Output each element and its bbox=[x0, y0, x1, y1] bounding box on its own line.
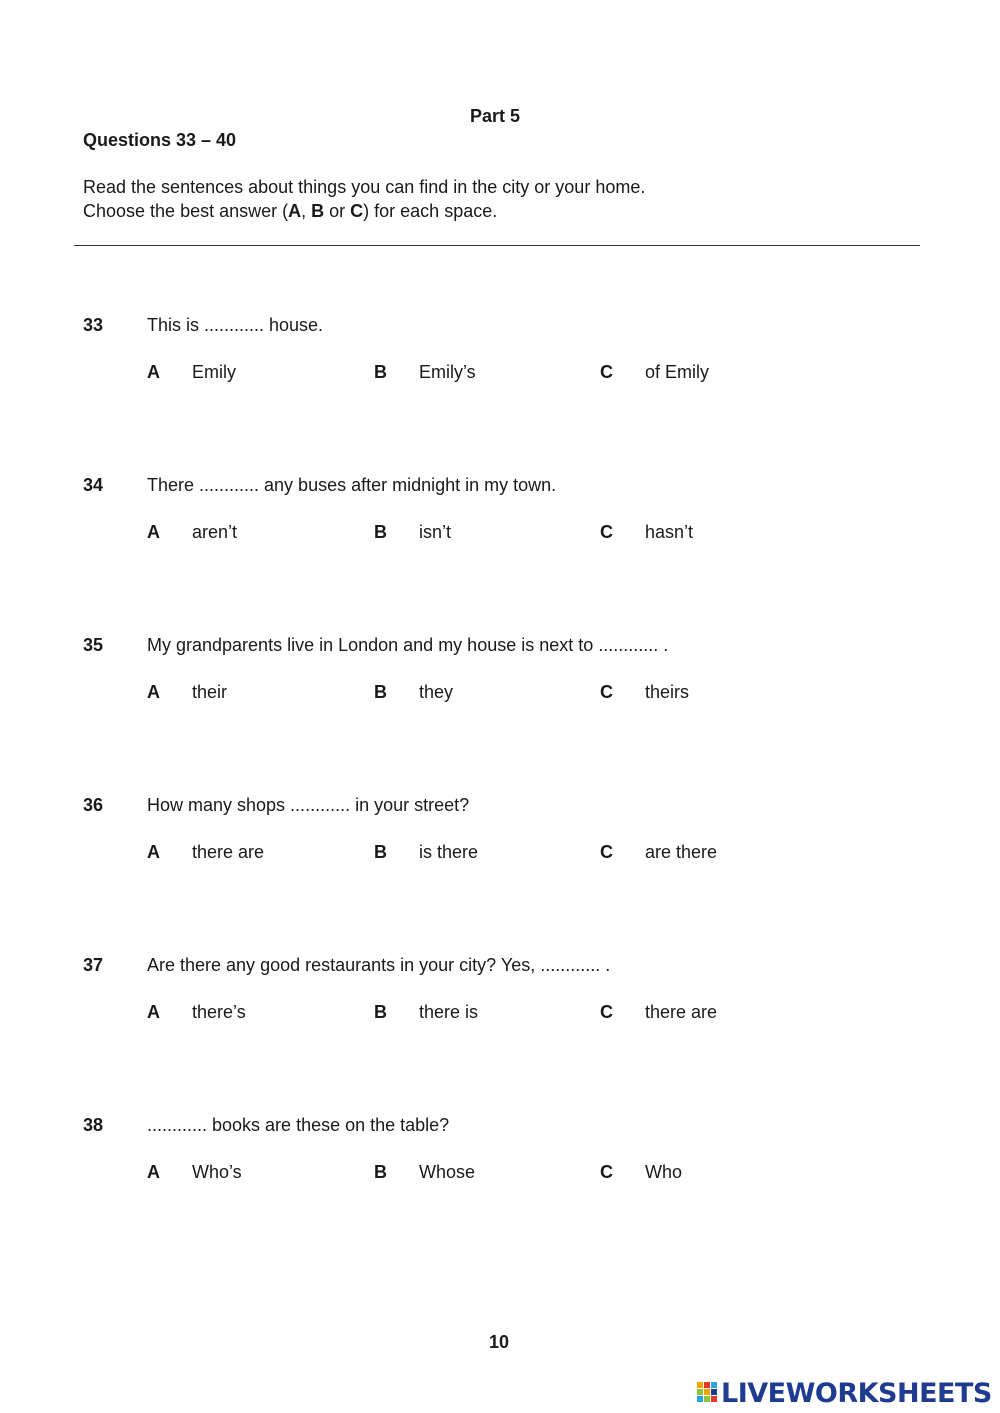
question-number: 36 bbox=[83, 795, 104, 815]
option-letter-c[interactable]: C bbox=[600, 1162, 613, 1182]
option-text-a[interactable]: aren’t bbox=[192, 522, 238, 542]
question-text: Are there any good restaurants in your city? Yes, ............ . bbox=[147, 955, 611, 975]
option-letter-c[interactable]: C bbox=[600, 362, 613, 382]
option-text-a[interactable]: there’s bbox=[192, 1002, 246, 1022]
option-text-a[interactable]: their bbox=[192, 682, 228, 702]
option-text-c[interactable]: hasn’t bbox=[645, 522, 694, 542]
option-text-c[interactable]: theirs bbox=[645, 682, 690, 702]
option-letter-a[interactable]: A bbox=[147, 682, 160, 702]
instruction-text: Choose the best answer ( bbox=[83, 201, 289, 221]
option-letter-a[interactable]: A bbox=[147, 1162, 160, 1182]
instruction-letter-a: A bbox=[288, 201, 302, 221]
liveworksheets-logo-text: LIVEWORKSHEETS bbox=[721, 1377, 992, 1409]
option-text-c[interactable]: of Emily bbox=[645, 362, 710, 382]
option-letter-b[interactable]: B bbox=[374, 1002, 387, 1022]
option-text-c[interactable]: Who bbox=[645, 1162, 683, 1182]
option-text-c[interactable]: there are bbox=[645, 1002, 718, 1022]
instruction-comma: , bbox=[301, 201, 312, 221]
option-letter-a[interactable]: A bbox=[147, 362, 160, 382]
option-text-c[interactable]: are there bbox=[645, 842, 718, 862]
option-letter-c[interactable]: C bbox=[600, 522, 613, 542]
option-text-a[interactable]: there are bbox=[192, 842, 265, 862]
question-number: 37 bbox=[83, 955, 104, 975]
question-number: 33 bbox=[83, 315, 104, 335]
option-letter-c[interactable]: C bbox=[600, 842, 613, 862]
option-letter-b[interactable]: B bbox=[374, 522, 387, 542]
header-divider bbox=[74, 245, 920, 246]
questions-range: Questions 33 – 40 bbox=[83, 130, 237, 150]
question-text: There ............ any buses after midnight in my town. bbox=[147, 475, 557, 495]
question-text: ............ books are these on the table? bbox=[147, 1115, 450, 1135]
question-text: My grandparents live in London and my house is next to ............ . bbox=[147, 635, 669, 655]
option-letter-b[interactable]: B bbox=[374, 682, 387, 702]
question-text: This is ............ house. bbox=[147, 315, 324, 335]
option-letter-b[interactable]: B bbox=[374, 362, 387, 382]
liveworksheets-logo bbox=[697, 1378, 992, 1408]
question-number: 38 bbox=[83, 1115, 104, 1135]
option-letter-b[interactable]: B bbox=[374, 1162, 387, 1182]
liveworksheets-logo-icon bbox=[697, 1380, 719, 1406]
option-letter-a[interactable]: A bbox=[147, 1002, 160, 1022]
question-number: 35 bbox=[83, 635, 104, 655]
option-text-b[interactable]: Emily’s bbox=[419, 362, 476, 382]
option-text-b[interactable]: isn’t bbox=[419, 522, 452, 542]
option-text-a[interactable]: Emily bbox=[192, 362, 236, 382]
instruction-letter-c: C bbox=[350, 201, 364, 221]
instruction-or: or bbox=[324, 201, 351, 221]
option-letter-a[interactable]: A bbox=[147, 842, 160, 862]
option-letter-c[interactable]: C bbox=[600, 1002, 613, 1022]
option-text-a[interactable]: Who’s bbox=[192, 1162, 242, 1182]
option-text-b[interactable]: they bbox=[419, 682, 454, 702]
option-letter-c[interactable]: C bbox=[600, 682, 613, 702]
option-letter-a[interactable]: A bbox=[147, 522, 160, 542]
part-title: Part 5 bbox=[469, 106, 521, 126]
question-number: 34 bbox=[83, 475, 104, 495]
instruction-line-2 bbox=[83, 201, 497, 222]
instruction-letter-b: B bbox=[311, 201, 325, 221]
option-letter-b[interactable]: B bbox=[374, 842, 387, 862]
instruction-text-end: ) for each space. bbox=[363, 201, 498, 221]
option-text-b[interactable]: is there bbox=[419, 842, 479, 862]
option-text-b[interactable]: Whose bbox=[419, 1162, 476, 1182]
question-text: How many shops ............ in your street? bbox=[147, 795, 470, 815]
instruction-line-1: Read the sentences about things you can find in the city or your home. bbox=[83, 177, 646, 197]
page-number: 10 bbox=[488, 1332, 510, 1352]
option-text-b[interactable]: there is bbox=[419, 1002, 479, 1022]
